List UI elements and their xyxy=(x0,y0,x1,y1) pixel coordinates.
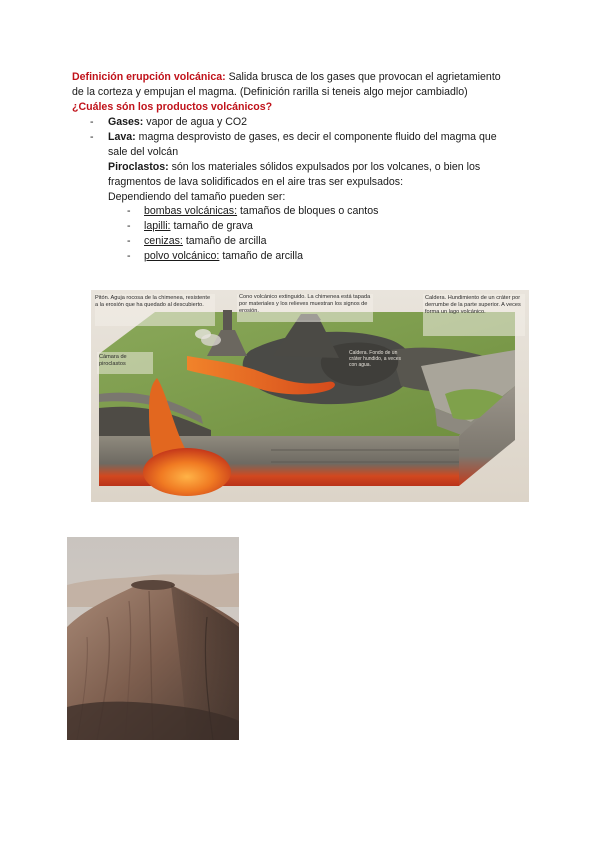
definition-text-2: de la corteza y empujan el magma. (Definición rarilla si teneis algo mejor cambiadlo) xyxy=(72,86,468,98)
definition-text-1: Salida brusca de los gases que provocan el agrietamiento xyxy=(225,71,501,83)
piroclastos-item xyxy=(108,160,480,175)
sub-item-desc: tamaño de arcilla xyxy=(219,250,304,262)
sub-item-term: polvo volcánico: xyxy=(144,250,220,262)
definition-line-2 xyxy=(72,85,468,100)
bullet-dash: - xyxy=(90,116,94,128)
diagram-label-cono: Cono volcánico extinguido. La chimenea está tapada por materiales y los relieves muestran los signos de erosión. xyxy=(239,294,371,314)
bullet-dash: - xyxy=(127,250,131,262)
sub-item xyxy=(144,204,378,219)
bullet-dash: - xyxy=(127,235,131,247)
lava-item xyxy=(108,130,497,145)
products-heading: ¿Cuáles són los productos volcánicos? xyxy=(72,101,273,113)
sub-item-term: lapilli: xyxy=(144,220,171,232)
lava-label: Lava: xyxy=(108,131,136,143)
piroclastos-text-2: fragmentos de lava solidificados en el aire tras ser expulsados: xyxy=(108,176,404,188)
piroclastos-line-3 xyxy=(108,190,285,205)
sub-item-term: cenizas: xyxy=(144,235,183,247)
gases-label: Gases: xyxy=(108,116,144,128)
piroclastos-label: Piroclastos: xyxy=(108,161,169,173)
gases-text: vapor de agua y CO2 xyxy=(143,116,247,128)
diagram-label-piton: Pitón. Aguja rocosa de la chimenea, resistente a la erosión que ha quedado al descubierto. xyxy=(95,295,211,308)
sub-item xyxy=(144,219,253,234)
diagram-label-camara: Cámara de piroclastos xyxy=(99,354,127,367)
piroclastos-line-2 xyxy=(108,175,403,190)
bullet-dash: - xyxy=(90,131,94,143)
diagram-label-caldera: Caldera. Fondo de un cráter hundido, a veces con agua. xyxy=(349,350,401,368)
sub-item-desc: tamaños de bloques o cantos xyxy=(237,205,379,217)
volcano-aerial-photo xyxy=(67,537,239,740)
diagram-label-caldera-right: Caldera. Hundimiento de un cráter por derrumbe de la parte superior. A veces forma un lago volcánico. xyxy=(425,295,521,315)
sub-item xyxy=(144,249,303,264)
lava-text-1: magma desprovisto de gases, es decir el componente fluido del magma que xyxy=(135,131,497,143)
gases-item xyxy=(108,115,247,130)
sub-item-desc: tamaño de arcilla xyxy=(182,235,267,247)
definition-heading: Definición erupción volcánica: xyxy=(72,71,226,83)
bullet-dash: - xyxy=(127,205,131,217)
bullet-dash: - xyxy=(127,220,131,232)
volcano-diagram-image xyxy=(91,290,529,502)
lava-line-2 xyxy=(108,145,178,160)
piroclastos-text-1: són los materiales sólidos expulsados por los volcanes, o bien los xyxy=(168,161,481,173)
sub-item xyxy=(144,234,267,249)
lava-text-2: sale del volcán xyxy=(108,146,179,158)
definition-line-1 xyxy=(72,70,501,85)
piroclastos-text-3: Dependiendo del tamaño pueden ser: xyxy=(108,191,286,203)
sub-item-desc: tamaño de grava xyxy=(170,220,253,232)
sub-item-term: bombas volcánicas: xyxy=(144,205,238,217)
